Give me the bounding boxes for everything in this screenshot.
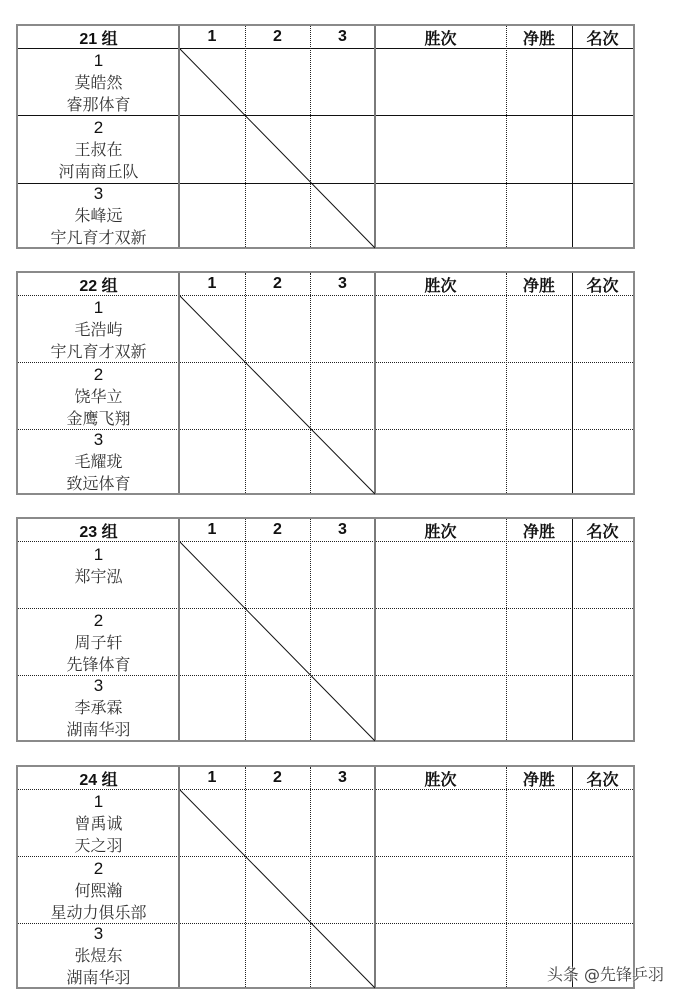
row-divider: [18, 923, 633, 924]
group-title: 23 组: [79, 523, 118, 541]
player-cell: [18, 363, 179, 430]
player-cell: [18, 430, 179, 493]
header-col-2: 2: [273, 275, 282, 292]
table-row: [18, 116, 633, 184]
player-cell: [18, 184, 179, 247]
row-divider: [18, 608, 633, 609]
player-cell: [18, 609, 179, 676]
group-table-24: [16, 765, 635, 989]
column-divider: [178, 26, 180, 247]
column-divider: [572, 273, 573, 493]
table-row: [18, 184, 633, 247]
table-row: [18, 363, 633, 430]
player-seed: 2: [93, 364, 104, 384]
group-title: 22 组: [79, 277, 118, 295]
column-divider: [572, 519, 573, 740]
header-wins: 胜次: [424, 28, 457, 48]
player-name: 何熙瀚: [74, 880, 123, 900]
player-cell: [18, 542, 179, 609]
header-col-2: 2: [273, 28, 282, 45]
player-club: 金鹰飞翔: [66, 408, 131, 428]
header-col-3: 3: [338, 28, 347, 45]
row-divider: [18, 429, 633, 430]
column-divider: [374, 767, 376, 987]
table-header-row: [18, 519, 633, 541]
player-name: 毛耀珑: [74, 451, 123, 471]
table-row: [18, 430, 633, 493]
header-net-wins: 净胜: [522, 28, 555, 48]
column-divider: [178, 767, 180, 987]
player-cell: [18, 116, 179, 184]
header-col-2: 2: [273, 521, 282, 538]
column-divider: [245, 26, 246, 247]
column-divider: [310, 767, 311, 987]
player-name: 毛浩屿: [74, 319, 123, 339]
player-seed: 2: [93, 610, 104, 630]
column-divider: [572, 767, 573, 987]
column-divider: [374, 519, 376, 740]
player-cell: [18, 924, 179, 987]
player-name: 郑宇泓: [74, 567, 123, 586]
player-club: 先锋体育: [66, 654, 131, 674]
header-net-wins: 净胜: [522, 275, 555, 295]
player-name: 莫皓然: [74, 72, 123, 92]
player-cell: [18, 857, 179, 924]
table-row: [18, 857, 633, 924]
table-header-row: [18, 26, 633, 48]
row-divider: [18, 541, 633, 542]
header-net-wins: 净胜: [522, 769, 555, 789]
player-club: 星动力俱乐部: [50, 902, 147, 922]
player-cell: [18, 676, 179, 740]
player-seed: 3: [93, 429, 104, 449]
column-divider: [572, 26, 573, 247]
player-name: 饶华立: [74, 386, 123, 406]
player-seed: 1: [93, 791, 104, 811]
header-rank: 名次: [586, 275, 619, 295]
player-name: 王叔在: [74, 140, 123, 159]
watermark: 头条 @先锋乒羽: [546, 965, 664, 984]
table-row: [18, 296, 633, 363]
column-divider: [178, 273, 180, 493]
row-divider: [18, 183, 633, 184]
row-divider: [18, 856, 633, 857]
table-header-row: [18, 273, 633, 295]
player-club: 宇凡育才双新: [50, 341, 147, 361]
player-club: 湖南华羽: [66, 720, 131, 739]
player-seed: 1: [93, 297, 104, 317]
player-seed: 3: [93, 923, 104, 943]
header-col-3: 3: [338, 769, 347, 786]
table-row: [18, 49, 633, 116]
column-divider: [178, 519, 180, 740]
player-seed: 2: [93, 858, 104, 878]
table-row: [18, 542, 633, 609]
header-col-1: 1: [207, 275, 217, 292]
player-cell: [18, 49, 179, 116]
column-divider: [310, 519, 311, 740]
column-divider: [245, 273, 246, 493]
player-seed: 1: [93, 545, 104, 564]
column-divider: [374, 273, 376, 493]
player-club: 宇凡育才双新: [50, 227, 147, 247]
row-divider: [18, 362, 633, 363]
table-row: [18, 924, 633, 987]
row-divider: [18, 789, 633, 790]
table-row: [18, 609, 633, 676]
row-divider: [18, 675, 633, 676]
player-seed: 3: [93, 676, 104, 695]
player-club: 睿那体育: [66, 94, 131, 114]
column-divider: [310, 273, 311, 493]
header-col-2: 2: [273, 769, 282, 786]
group-title: 24 组: [79, 771, 118, 789]
column-divider: [506, 519, 507, 740]
player-club: 河南商丘队: [58, 162, 139, 181]
row-divider: [18, 295, 633, 296]
column-divider: [310, 26, 311, 247]
header-col-1: 1: [207, 521, 217, 538]
table-header-row: [18, 767, 633, 789]
header-wins: 胜次: [424, 275, 457, 295]
column-divider: [245, 767, 246, 987]
player-seed: 1: [93, 50, 104, 70]
header-rank: 名次: [586, 769, 619, 789]
group-table-22: [16, 271, 635, 495]
player-name: 周子轩: [74, 632, 123, 652]
header-net-wins: 净胜: [522, 521, 555, 541]
table-row: [18, 790, 633, 857]
column-divider: [506, 273, 507, 493]
group-title: 21 组: [79, 30, 118, 48]
header-col-3: 3: [338, 275, 347, 292]
column-divider: [506, 767, 507, 987]
row-divider: [18, 48, 633, 49]
header-col-1: 1: [207, 769, 217, 786]
header-col-3: 3: [338, 521, 347, 538]
column-divider: [245, 519, 246, 740]
header-wins: 胜次: [424, 521, 457, 541]
player-cell: [18, 790, 179, 857]
player-club: 湖南华羽: [66, 967, 131, 987]
player-club: 致远体育: [66, 473, 131, 493]
player-seed: 2: [93, 118, 104, 137]
column-divider: [506, 26, 507, 247]
group-table-21: [16, 24, 635, 249]
header-wins: 胜次: [424, 769, 457, 789]
header-col-1: 1: [207, 28, 217, 45]
group-table-23: [16, 517, 635, 742]
player-cell: [18, 296, 179, 363]
player-name: 曾禹诚: [74, 813, 123, 833]
player-name: 李承霖: [74, 698, 123, 717]
header-rank: 名次: [586, 28, 619, 48]
header-rank: 名次: [586, 521, 619, 541]
player-club: 天之羽: [74, 835, 123, 855]
table-row: [18, 676, 633, 740]
row-divider: [18, 115, 633, 116]
column-divider: [374, 26, 376, 247]
player-name: 朱峰远: [74, 205, 123, 225]
player-seed: 3: [93, 183, 104, 203]
player-name: 张煜东: [74, 945, 123, 965]
